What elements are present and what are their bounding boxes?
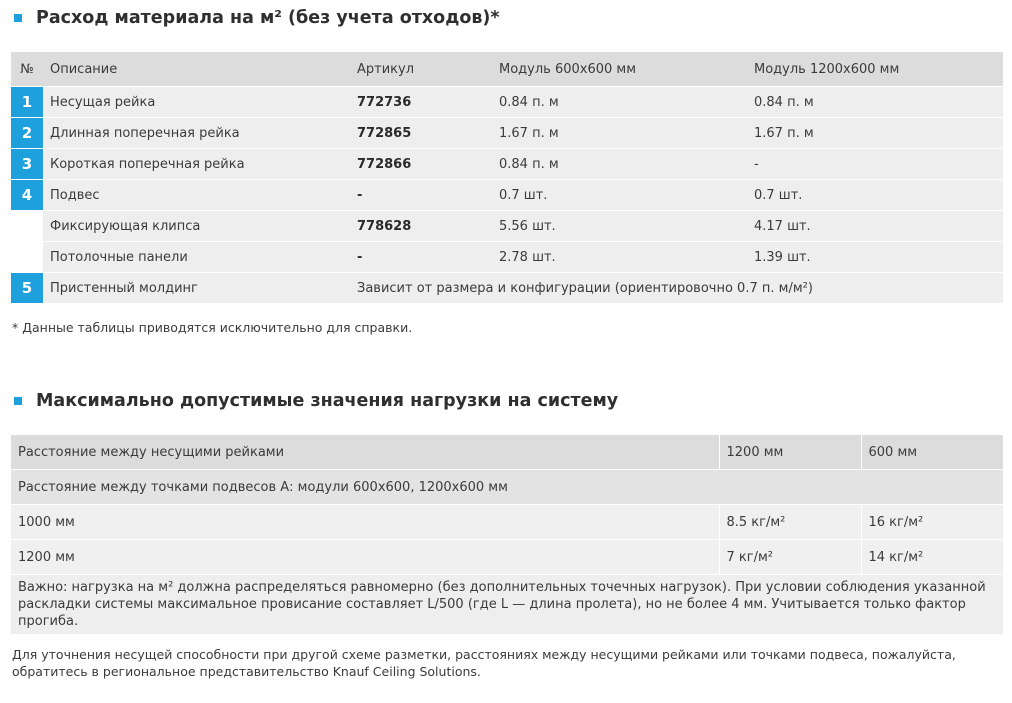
table-row: [11, 149, 1003, 180]
closing-paragraph: Для уточнения несущей способности при другой схеме разметки, расстояниях между несущими рейками или точками подвеса, пожалуйста, обратитесь в региональное представительство Knauf Ceiling Solutions.: [12, 647, 956, 679]
header-module-1200: Модуль 1200x600 мм: [747, 52, 1003, 87]
row-number-badge: 5: [11, 273, 43, 304]
row-article: 772866: [350, 149, 492, 180]
table-row: [11, 180, 1003, 211]
row-article: 772865: [350, 118, 492, 149]
row-value-600: 16 кг/м²: [861, 505, 1003, 540]
row-article: -: [350, 242, 492, 273]
row-number-empty: [11, 242, 43, 273]
row-merged-value: Зависит от размера и конфигурации (ориентировочно 0.7 п. м/м²): [350, 273, 1003, 304]
load-table: [11, 435, 1004, 635]
row-article: -: [350, 180, 492, 211]
section-title-consumption: [12, 8, 500, 28]
section-title-text: Расход материала на м² (без учета отходов)*: [36, 8, 500, 28]
table-row: [11, 540, 1003, 575]
section-bullet-icon: [14, 397, 22, 405]
row-module-1200: 1.67 п. м: [747, 118, 1003, 149]
table-header-row: [11, 435, 1003, 470]
row-module-1200: -: [747, 149, 1003, 180]
row-label: 1200 мм: [11, 540, 719, 575]
row-value-1200: 8.5 кг/м²: [719, 505, 861, 540]
row-module-600: 1.67 п. м: [492, 118, 747, 149]
row-article: 778628: [350, 211, 492, 242]
subheader-text: Расстояние между точками подвесов А: модули 600x600, 1200x600 мм: [11, 470, 1003, 505]
footnote: * Данные таблицы приводятся исключительно для справки.: [12, 320, 413, 335]
table-row: [11, 87, 1003, 118]
row-label: 1000 мм: [11, 505, 719, 540]
row-module-600: 5.56 шт.: [492, 211, 747, 242]
section-bullet-icon: [14, 14, 22, 22]
table-row: [11, 273, 1003, 304]
table-row: [11, 211, 1003, 242]
row-description: Фиксирующая клипса: [43, 211, 350, 242]
header-distance-rails: Расстояние между несущими рейками: [11, 435, 719, 470]
row-value-600: 14 кг/м²: [861, 540, 1003, 575]
header-num: №: [11, 52, 43, 87]
header-article: Артикул: [350, 52, 492, 87]
table-row: [11, 118, 1003, 149]
table-header-row: [11, 52, 1003, 87]
row-module-1200: 0.7 шт.: [747, 180, 1003, 211]
row-module-1200: 4.17 шт.: [747, 211, 1003, 242]
header-600: 600 мм: [861, 435, 1003, 470]
row-number-empty: [11, 211, 43, 242]
row-module-1200: 0.84 п. м: [747, 87, 1003, 118]
row-article: 772736: [350, 87, 492, 118]
table-row: [11, 505, 1003, 540]
row-module-600: 0.84 п. м: [492, 87, 747, 118]
row-description: Потолочные панели: [43, 242, 350, 273]
note-text: Важно: нагрузка на м² должна распределяться равномерно (без дополнительных точечных нагрузок). При условии соблюдения указанной раскладки системы максимальное провисание составляет L/500 (где L — длина пролета), но не более 4 мм. Учитывается только фактор прогиба.: [11, 575, 1003, 635]
header-module-600: Модуль 600x600 мм: [492, 52, 747, 87]
table-subheader-row: [11, 470, 1003, 505]
row-number-badge: 1: [11, 87, 43, 118]
row-description: Длинная поперечная рейка: [43, 118, 350, 149]
row-module-600: 0.84 п. м: [492, 149, 747, 180]
row-description: Несущая рейка: [43, 87, 350, 118]
row-value-1200: 7 кг/м²: [719, 540, 861, 575]
row-module-600: 0.7 шт.: [492, 180, 747, 211]
row-number-badge: 3: [11, 149, 43, 180]
table-row: [11, 242, 1003, 273]
header-1200: 1200 мм: [719, 435, 861, 470]
row-description: Пристенный молдинг: [43, 273, 350, 304]
row-number-badge: 4: [11, 180, 43, 211]
section-title-text: Максимально допустимые значения нагрузки на систему: [36, 391, 619, 411]
row-description: Подвес: [43, 180, 350, 211]
row-description: Короткая поперечная рейка: [43, 149, 350, 180]
table-note-row: [11, 575, 1003, 635]
row-module-600: 2.78 шт.: [492, 242, 747, 273]
consumption-table: [11, 52, 1003, 304]
header-description: Описание: [43, 52, 350, 87]
row-module-1200: 1.39 шт.: [747, 242, 1003, 273]
row-number-badge: 2: [11, 118, 43, 149]
section-title-load: [12, 391, 618, 411]
